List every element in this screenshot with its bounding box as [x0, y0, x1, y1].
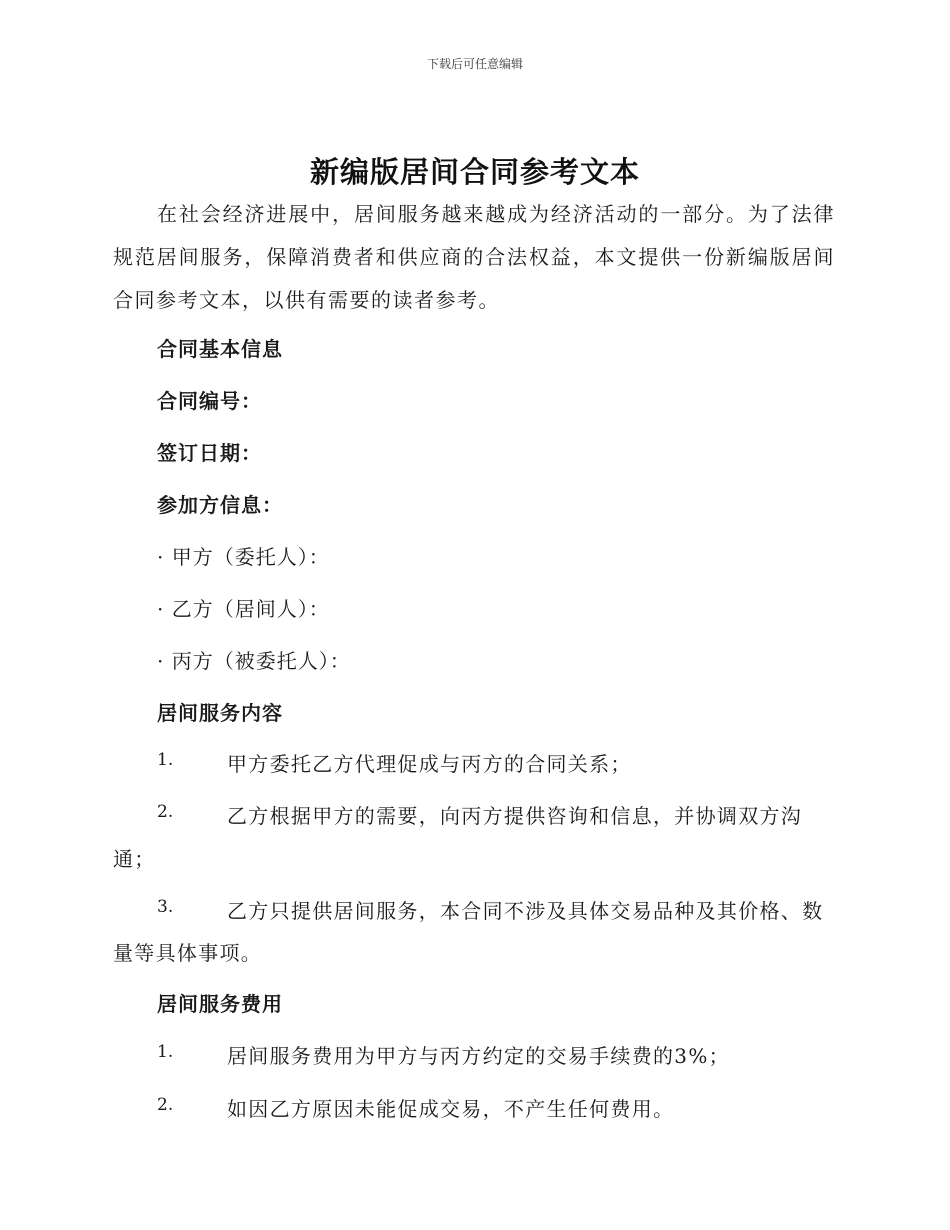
fee-item-number: 1.: [157, 1042, 174, 1062]
service-item-number: 3.: [157, 897, 174, 917]
party-b-item: · 乙方（居间人）：: [157, 597, 330, 621]
service-item-text: 甲方委托乙方代理促成与丙方的合同关系；: [227, 752, 632, 776]
service-item-number: 1.: [157, 750, 174, 770]
page-header: 下载后可任意编辑: [426, 57, 523, 71]
party-c-item: · 丙方（被委托人）：: [157, 649, 351, 673]
service-item-text: 乙方只提供居间服务，本合同不涉及具体交易品种及其价格、数: [227, 899, 824, 923]
service-item-text-continued: 量等具体事项。: [113, 941, 263, 965]
section-service-fee: 居间服务费用: [157, 992, 283, 1016]
section-service-content: 居间服务内容: [157, 701, 283, 725]
sign-date-label: 签订日期：: [157, 441, 262, 465]
fee-item-text: 居间服务费用为甲方与丙方约定的交易手续费的3%；: [227, 1044, 730, 1068]
service-item-number: 2.: [157, 802, 174, 822]
party-a-item: · 甲方（委托人）：: [157, 545, 330, 569]
section-basic-info: 合同基本信息: [157, 337, 283, 361]
document-title: 新编版居间合同参考文本: [309, 155, 640, 189]
service-item-text-continued: 通；: [113, 847, 156, 871]
fee-item-text: 如因乙方原因未能促成交易，不产生任何费用。: [227, 1097, 675, 1121]
contract-number-label: 合同编号：: [157, 389, 262, 413]
parties-title: 参加方信息：: [157, 493, 283, 517]
intro-paragraph: 在社会经济进展中，居间服务越来越成为经济活动的一部分。为了法律规范居间服务，保障消费者和供应商的合法权益，本文提供一份新编版居间合同参考文本，以供有需要的读者参考。: [113, 202, 835, 312]
fee-item-number: 2.: [157, 1095, 174, 1115]
service-item-text: 乙方根据甲方的需要，向丙方提供咨询和信息，并协调双方沟: [227, 804, 803, 828]
